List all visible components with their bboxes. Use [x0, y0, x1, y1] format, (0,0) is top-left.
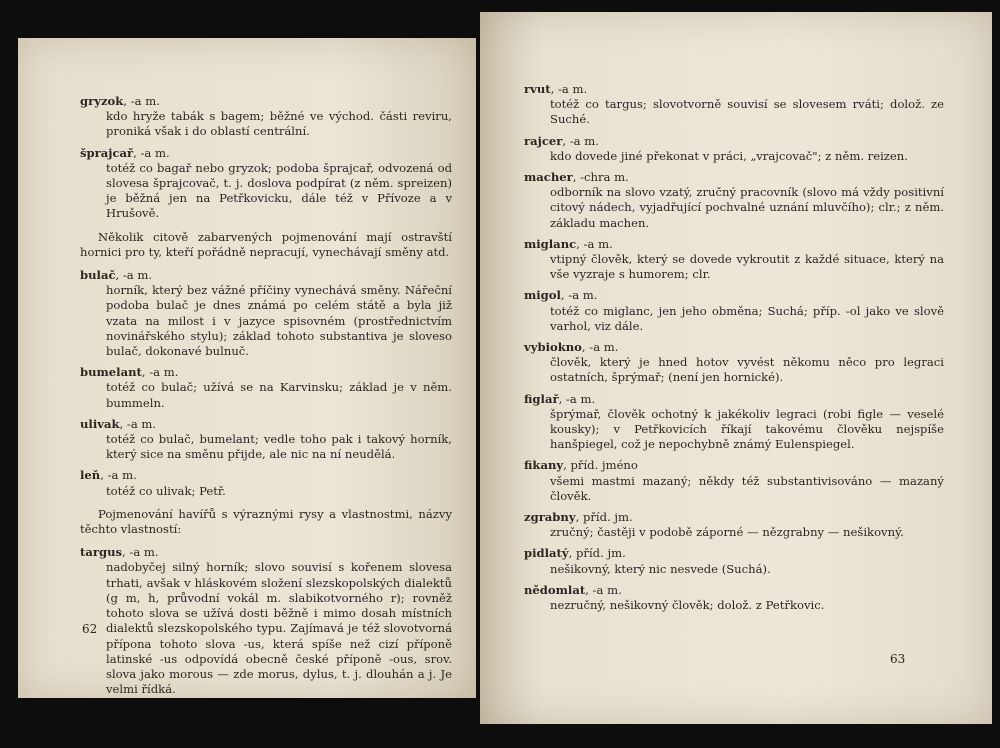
- grammar-note: , příd. jméno: [563, 458, 638, 473]
- headword: gryzok: [80, 94, 124, 108]
- definition: totéž co ulivak; Petř.: [106, 483, 226, 498]
- grammar-note: , příd. jm.: [568, 546, 626, 561]
- definition: zručný; častěji v podobě záporné — nězgrabny — nešikovný.: [550, 525, 904, 540]
- grammar-note: , -a m.: [558, 391, 596, 406]
- grammar-note: , -a m.: [141, 365, 179, 380]
- grammar-note: , příd. jm.: [575, 510, 633, 525]
- headword: nědomlat: [524, 582, 586, 597]
- headword: figlař: [524, 391, 559, 406]
- grammar-note: , -a m.: [119, 416, 157, 431]
- left-page-number: 62: [82, 622, 98, 636]
- dictionary-entry: [524, 82, 944, 128]
- headword: pidlatý: [524, 546, 569, 561]
- grammar-note: , -a m.: [585, 582, 622, 597]
- right-page-number: 63: [890, 652, 906, 666]
- definition: horník, který bez vážné příčiny vynechává směny. Nářeční podoba bulač je dnes známá po celém státě a byla již vzata na milost i v jazyce spisovném (prostřednictvím novinářského stylu); základ tohoto substantiva je sloveso bulač, dokonavé bulnuč.: [106, 283, 452, 359]
- headword: rajcer: [524, 133, 563, 148]
- entry-head: [524, 82, 944, 97]
- headword: miglanc: [524, 236, 577, 251]
- dictionary-entry: [524, 392, 944, 453]
- dictionary-entry: [524, 237, 944, 283]
- entry-head: [80, 365, 452, 380]
- headword: bulač: [80, 268, 116, 283]
- definition: nešikovný, který nic nesvede (Suchá).: [550, 561, 771, 576]
- dictionary-entry: [80, 417, 452, 463]
- definition: kdo hryže tabák s bagem; běžné ve východ. části reviru, proniká však i do oblastí centrální.: [106, 109, 452, 139]
- dictionary-entry: [524, 583, 944, 613]
- dictionary-entry: [80, 545, 452, 697]
- entry-head: [524, 546, 944, 561]
- definition: odborník na slovo vzatý, zručný pracovník (slovo má vždy positivní citový nádech, vyjadřující pochvalné uznání mluvčího); clr.; z něm. základu machen.: [550, 185, 944, 230]
- definition: totéž co miglanc, jen jeho obměna; Suchá; příp. -ol jako ve slově varhol, viz dále.: [550, 303, 944, 333]
- entry-head: [524, 237, 944, 252]
- headword: leň: [80, 468, 101, 483]
- headword: targus: [80, 545, 123, 560]
- entry-head: [80, 146, 452, 161]
- dictionary-entry: [524, 458, 944, 504]
- grammar-note: , -a m.: [123, 94, 160, 108]
- grammar-note: , -a m.: [562, 133, 599, 148]
- dictionary-entry: [524, 134, 944, 164]
- headword: šprajcař: [80, 145, 134, 160]
- entry-head: [524, 510, 944, 525]
- headword: rvut: [524, 82, 551, 96]
- entry-head: [524, 170, 944, 185]
- definition: totéž co targus; slovotvorně souvisí se slovesem rváti; dolož. ze Suché.: [550, 97, 944, 127]
- dictionary-entry: [524, 510, 944, 540]
- right-page-text: [524, 82, 944, 619]
- grammar-note: , -a m.: [576, 236, 613, 251]
- headword: vybiokno: [524, 340, 582, 355]
- dictionary-entry: [524, 546, 944, 576]
- dictionary-entry: [80, 468, 452, 498]
- headword: zgrabny: [524, 510, 576, 525]
- definition: šprýmař, člověk ochotný k jakékoliv legraci (robi figle — veselé kousky); v Petřkovicích říkají takovému člověku nejspíše hanšpiegel, což je nepochybně známý Eulenspiegel.: [550, 406, 944, 452]
- entry-head: [524, 134, 944, 149]
- dictionary-entry: [80, 146, 452, 222]
- headword: fikany: [524, 458, 564, 473]
- headword: migol: [524, 288, 561, 303]
- right-page: [480, 12, 992, 724]
- entry-head: [524, 583, 944, 598]
- dictionary-entry: [80, 94, 452, 140]
- entry-head: [80, 468, 452, 483]
- entry-head: [524, 458, 944, 473]
- definition: člověk, který je hned hotov vyvést někomu něco pro legraci ostatních, šprýmař; (není jen hornické).: [550, 355, 944, 385]
- definition: totéž co bulač, bumelant; vedle toho pak i takový horník, který sice na směnu přijde, ale nic na ní neudělá.: [106, 432, 452, 462]
- dictionary-entry: [80, 268, 452, 359]
- grammar-note: , -chra m.: [572, 170, 629, 185]
- entry-head: [80, 417, 452, 432]
- definition: totéž co bagař nebo gryzok; podoba šprajcař, odvozená od slovesa šprajcovač, t. j. doslova podpírat (z něm. spreizen) je běžná jen na Petřkovicku, dále též v Přívoze a v Hrušově.: [106, 160, 452, 221]
- definition: kdo dovede jiné překonat v práci, „vrajcovač"; z něm. reizen.: [550, 148, 908, 163]
- entry-head: [524, 288, 944, 303]
- dictionary-entry: [524, 170, 944, 231]
- entry-head: [524, 340, 944, 355]
- dictionary-entry: [524, 340, 944, 386]
- left-page: [18, 38, 476, 698]
- definition: totéž co bulač; užívá se na Karvinsku; základ je v něm. bummeln.: [106, 380, 452, 410]
- definition: nezručný, nešikovný člověk; dolož. z Petřkovic.: [550, 598, 825, 613]
- grammar-note: , -a m.: [115, 268, 153, 283]
- headword: bumelant: [80, 365, 142, 380]
- definition: nadobyčej silný horník; slovo souvisí s kořenem slovesa trhati, avšak v hláskovém složení slezskopolských dialektů (g m, h, průvodní vokál m. slabikotvorného r); rovněž tohoto slova se užívá dosti běžně i mimo dosah místních dialektů slezskopolského typu. Zajímavá je též slovotvorná přípona tohoto slova -us, která spíše než cizí příponě latinské -us odpovídá obecně české příponě -ous, srov. slova jako morous — zde morus, dylus, t. j. dlouhán a j. Je velmi řídká.: [106, 560, 452, 697]
- body-paragraph: Pojmenování havířů s výraznými rysy a vlastnostmi, názvy těchto vlastností:: [80, 506, 452, 537]
- dictionary-entry: [524, 288, 944, 334]
- entry-head: [80, 94, 452, 109]
- headword: ulivak: [80, 416, 120, 431]
- entry-head: [524, 392, 944, 407]
- definition: vtipný člověk, který se dovede vykroutit z každé situace, který na vše vyzraje s humorem; clr.: [550, 252, 944, 282]
- grammar-note: , -a m.: [550, 82, 588, 96]
- grammar-note: , -a m.: [122, 545, 159, 560]
- body-paragraph: Několik citově zabarvených pojmenování mají ostravští hornici pro ty, kteří pořádně nepracují, vynechávají směny atd.: [80, 229, 452, 259]
- dictionary-entry: [80, 365, 452, 411]
- grammar-note: , -a m.: [133, 145, 170, 160]
- entry-head: [80, 268, 452, 283]
- left-page-text: [80, 94, 452, 698]
- headword: macher: [524, 170, 573, 185]
- entry-head: [80, 545, 452, 560]
- grammar-note: , -a m.: [581, 340, 619, 355]
- definition: všemi mastmi mazaný; někdy též substantivisováno — mazaný člověk.: [550, 473, 944, 503]
- grammar-note: , -a m.: [100, 468, 137, 483]
- grammar-note: , -a m.: [560, 288, 598, 303]
